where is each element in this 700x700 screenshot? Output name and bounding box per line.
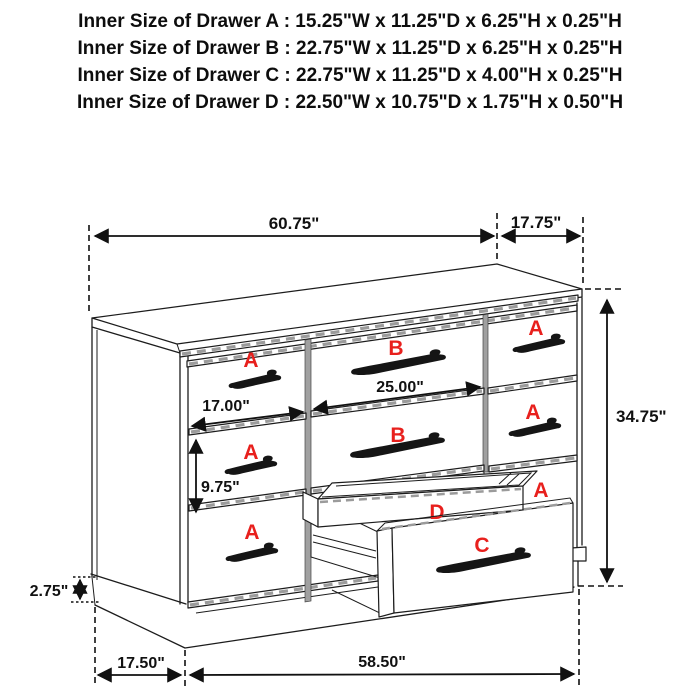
legend-line-drawer-d: Inner Size of Drawer D : 22.50"W x 10.75"D x 1.75"H x 0.50"H: [76, 92, 624, 113]
drawer-b-top-label: B: [388, 337, 404, 360]
legend-line-drawer-c: Inner Size of Drawer C : 22.75"W x 11.25"D x 4.00"H x 0.25"H: [77, 65, 623, 86]
dim-label-drawer-a-height: 9.75": [201, 479, 240, 496]
dimension-base-height: [30, 577, 100, 602]
drawer-a-bottom-left-label: A: [244, 521, 260, 544]
dim-label-drawer-b-width: 25.00": [376, 379, 424, 396]
cabinet-left-side-panel: [91, 327, 188, 604]
dim-label-drawer-a-width: 17.00": [202, 398, 250, 415]
dim-label-overall-height: 34.75": [616, 407, 667, 426]
drawer-a-mid-left-label: A: [243, 441, 259, 464]
drawer-a-bottom-right-label: A: [533, 479, 549, 502]
dim-label-base-width: 58.50": [358, 654, 406, 671]
dimension-top-width: [95, 214, 494, 236]
drawer-a-top-right-label: A: [528, 317, 544, 340]
drawer-b-mid-label: B: [390, 424, 406, 447]
drawer-d-label: D: [429, 501, 445, 524]
divider-left-middle: [305, 339, 311, 602]
dimension-top-depth: [502, 213, 580, 236]
dim-label-top-width: 60.75": [268, 214, 320, 233]
dim-label-top-depth: 17.75": [510, 213, 562, 232]
drawer-handle-icon: [224, 542, 279, 563]
dim-label-base-height: 2.75": [29, 583, 69, 600]
dim-label-base-depth: 17.50": [117, 655, 165, 672]
dimension-base-width: [190, 654, 574, 675]
dimension-base-depth: [98, 655, 181, 675]
legend-line-drawer-a: Inner Size of Drawer A : 15.25"W x 11.25"D x 6.25"H x 0.25"H: [78, 11, 622, 32]
drawer-a-top-left-label: A: [243, 349, 259, 372]
drawer-a-mid-right-label: A: [525, 401, 541, 424]
dimension-overall-height: [578, 289, 667, 586]
legend-line-drawer-b: Inner Size of Drawer B : 22.75"W x 11.25"D x 6.25"H x 0.25"H: [77, 38, 623, 59]
projection-guide-lines-bottom: [95, 589, 579, 687]
drawer-c-label: C: [474, 534, 490, 557]
